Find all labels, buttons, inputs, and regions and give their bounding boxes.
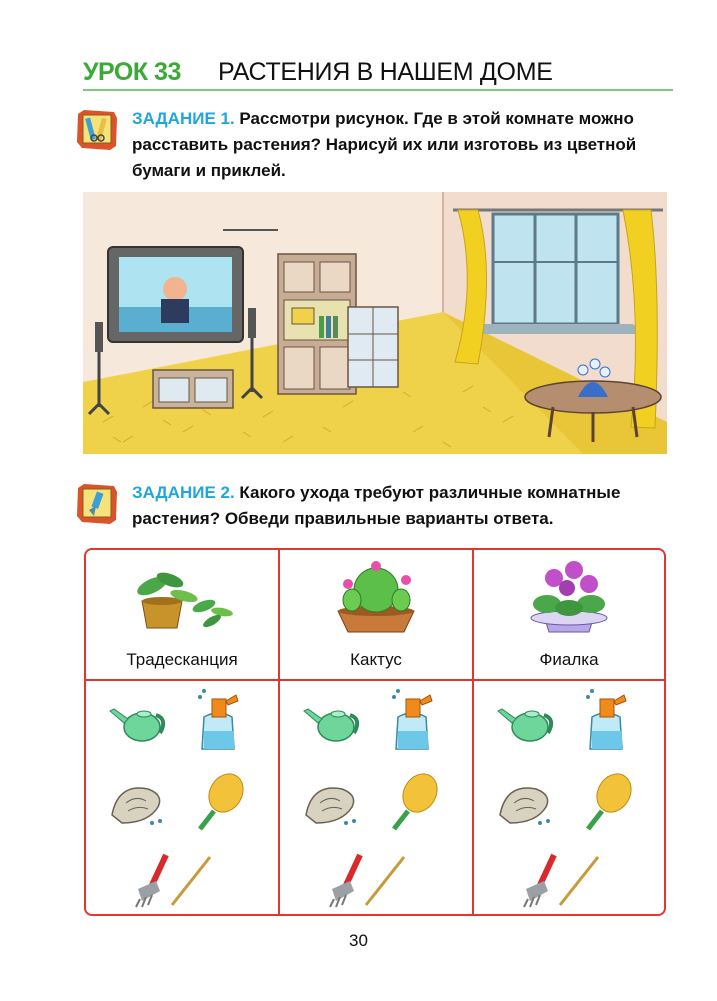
plant-cell-violet xyxy=(474,550,664,679)
watering-can-icon[interactable] xyxy=(108,699,174,745)
garden-rake-icon[interactable] xyxy=(514,851,604,911)
tradescantia-image xyxy=(122,556,242,636)
duster-brush-icon[interactable] xyxy=(580,771,636,835)
spray-bottle-icon[interactable] xyxy=(388,687,436,753)
watering-can-icon[interactable] xyxy=(302,699,368,745)
plant-name: Кактус xyxy=(350,650,402,669)
plant-name: Традесканция xyxy=(126,650,238,669)
task-2-body: Какого ухода требуют различные комнатные растения? Обведи правильные варианты ответа. xyxy=(132,483,621,528)
cloth-icon[interactable] xyxy=(496,779,558,829)
header-rule xyxy=(83,89,673,91)
cloth-icon[interactable] xyxy=(302,779,364,829)
violet-image xyxy=(519,556,619,638)
task-1-body: Рассмотри рисунок. Где в этой комнате можно расставить растения? Нарисуй их или изготовь из цветной бумаги и приклей. xyxy=(132,109,637,180)
plant-cell-tradescantia xyxy=(86,550,278,679)
task-2-label: ЗАДАНИЕ 2. xyxy=(132,483,235,502)
watering-can-icon[interactable] xyxy=(496,699,562,745)
task-2-text xyxy=(132,480,672,532)
duster-brush-icon[interactable] xyxy=(192,771,248,835)
task-1-label: ЗАДАНИЕ 1. xyxy=(132,109,235,128)
task-1-text xyxy=(132,106,672,184)
plant-cell-cactus xyxy=(280,550,472,679)
spray-bottle-icon[interactable] xyxy=(582,687,630,753)
room-illustration xyxy=(83,192,667,454)
lesson-title: РАСТЕНИЯ В НАШЕМ ДОМЕ xyxy=(218,58,553,86)
page-number: 30 xyxy=(349,931,368,950)
care-options-cactus xyxy=(280,681,472,914)
spray-bottle-icon[interactable] xyxy=(194,687,242,753)
paint-brush-icon xyxy=(74,480,120,526)
cloth-icon[interactable] xyxy=(108,779,170,829)
lesson-number: УРОК 33 xyxy=(83,58,181,86)
task-2 xyxy=(74,480,674,540)
cactus-image xyxy=(326,556,426,638)
scissors-pencil-icon xyxy=(74,106,120,152)
plant-care-table xyxy=(84,548,666,916)
garden-rake-icon[interactable] xyxy=(126,851,216,911)
lesson-header xyxy=(83,58,673,92)
plant-name: Фиалка xyxy=(539,650,599,669)
task-1 xyxy=(74,106,674,186)
care-options-violet xyxy=(474,681,664,914)
duster-brush-icon[interactable] xyxy=(386,771,442,835)
garden-rake-icon[interactable] xyxy=(320,851,410,911)
care-options-tradescantia xyxy=(86,681,278,914)
